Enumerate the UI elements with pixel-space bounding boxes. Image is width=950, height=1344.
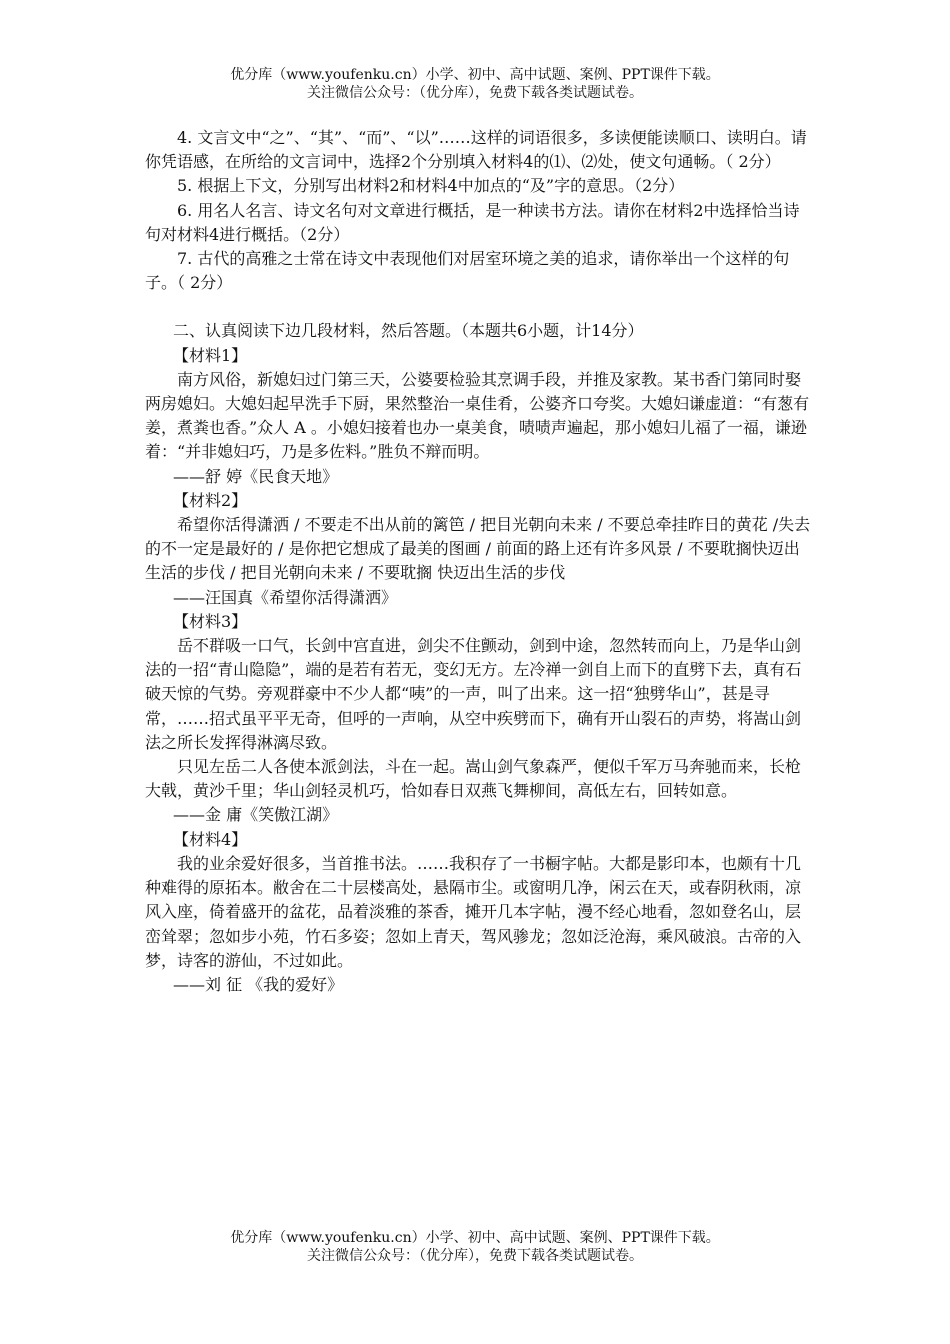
- material-1-source: ——舒 婷《民食天地》: [173, 466, 339, 486]
- material-2-source: ——汪国真《希望你活得潇洒》: [173, 587, 398, 607]
- footer-line-2: 关注微信公众号：（优分库），免费下载各类试题试卷。: [307, 1248, 643, 1264]
- question-7: 7. 古代的高雅之士常在诗文中表现他们对居室环境之美的追求，请你举出一个这样的句子。（ 2分）: [145, 249, 790, 293]
- material-4-source: ——刘 征 《我的爱好》: [173, 974, 344, 994]
- material-1-paragraph: 南方风俗，新媳妇过门第三天，公婆要检验其烹调手段，并推及家教。某书香门第同时娶两房媳妇。大媳妇起早洗手下厨，果然整治一桌佳肴，公婆齐口夸奖。大媳妇谦虚道：“有葱有姜，煮粪也香。”众人 A 。小媳妇接着也办一桌美食，啧啧声遍起，那小媳妇儿福了一福，谦逊着：“并非媳妇巧，乃是多佐料。”胜负不辩而明。: [145, 369, 810, 462]
- section-title: 二、认真阅读下边几段材料，然后答题。（本题共6小题，计14分）: [173, 321, 644, 341]
- material-1-title: 【材料1】: [173, 345, 248, 365]
- footer-line-1: 优分库（www.youfenku.cn）小学、初中、高中试题、案例、PPT课件下载。: [230, 1230, 720, 1246]
- header-line-2: 关注微信公众号：（优分库），免费下载各类试题试卷。: [307, 85, 643, 101]
- page-footer: [0, 1229, 950, 1265]
- material-3-paragraph-1: 岳不群吸一口气，长剑中宫直进，剑尖不住颤动，剑到中途，忽然转而向上，乃是华山剑法的一招“青山隐隐”，端的是若有若无，变幻无方。左冷禅一剑自上而下的直劈下去，真有石破天惊的气势。旁观群豪中不少人都“咦”的一声，叫了出来。这一招“独劈华山”，甚是寻常，……招式虽平平无奇，但呼的一声响，从空中疾劈而下，确有开山裂石的声势，将嵩山剑法之所长发挥得淋漓尽致。: [145, 636, 802, 752]
- material-2-paragraph: 希望你活得潇洒 / 不要走不出从前的篱笆 / 把目光朝向未来 / 不要总牵挂昨日的黄花 /失去的不一定是最好的 / 是你把它想成了最美的图画 / 前面的路上还有许多风景 / 不要耽搁快迈出生活的步伐 / 把目光朝向未来 / 不要耽搁 快迈出生活的步伐: [145, 515, 811, 583]
- material-4-paragraph: 我的业余爱好很多，当首推书法。……我积存了一书橱字帖。大都是影印本，也颇有十几种难得的原拓本。敝舍在二十层楼高处，悬隔市尘。或窗明几净，闲云在天，或春阴秋雨，凉风入座，倚着盛开的盆花，品着淡雅的茶香，摊开几本字帖，漫不经心地看，忽如登名山，层峦耸翠；忽如步小苑，竹石多姿；忽如上青天，驾风骖龙；忽如泛沧海，乘风破浪。古帝的入梦，诗客的游仙，不过如此。: [145, 853, 802, 970]
- document-body: [145, 126, 815, 997]
- material-3-title: 【材料3】: [173, 611, 248, 631]
- page-header: [0, 66, 950, 102]
- question-4: 4. 文言文中“之”、“其”、“而”、“以”……这样的词语很多，多读便能读顺口、读明白。请你凭语感，在所给的文言词中，选择2个分别填入材料4的⑴、⑵处，使文句通畅。（ 2分）: [145, 128, 807, 172]
- material-4-title: 【材料4】: [173, 829, 248, 849]
- material-3-source: ——金 庸《笑傲江湖》: [173, 805, 339, 825]
- question-5: 5. 根据上下文，分别写出材料2和材料4中加点的“及”字的意思。（2分）: [177, 176, 685, 196]
- header-line-1: 优分库（www.youfenku.cn）小学、初中、高中试题、案例、PPT课件下载。: [230, 67, 720, 83]
- question-6: 6. 用名人名言、诗文名句对文章进行概括，是一种读书方法。请你在材料2中选择恰当诗句对材料4进行概括。（2分）: [145, 200, 800, 244]
- material-2-title: 【材料2】: [173, 490, 248, 510]
- material-3-paragraph-2: 只见左岳二人各使本派剑法，斗在一起。嵩山剑气象森严，便似千军万马奔驰而来，长枪大戟，黄沙千里；华山剑轻灵机巧，恰如春日双燕飞舞柳间，高低左右，回转如意。: [145, 757, 802, 801]
